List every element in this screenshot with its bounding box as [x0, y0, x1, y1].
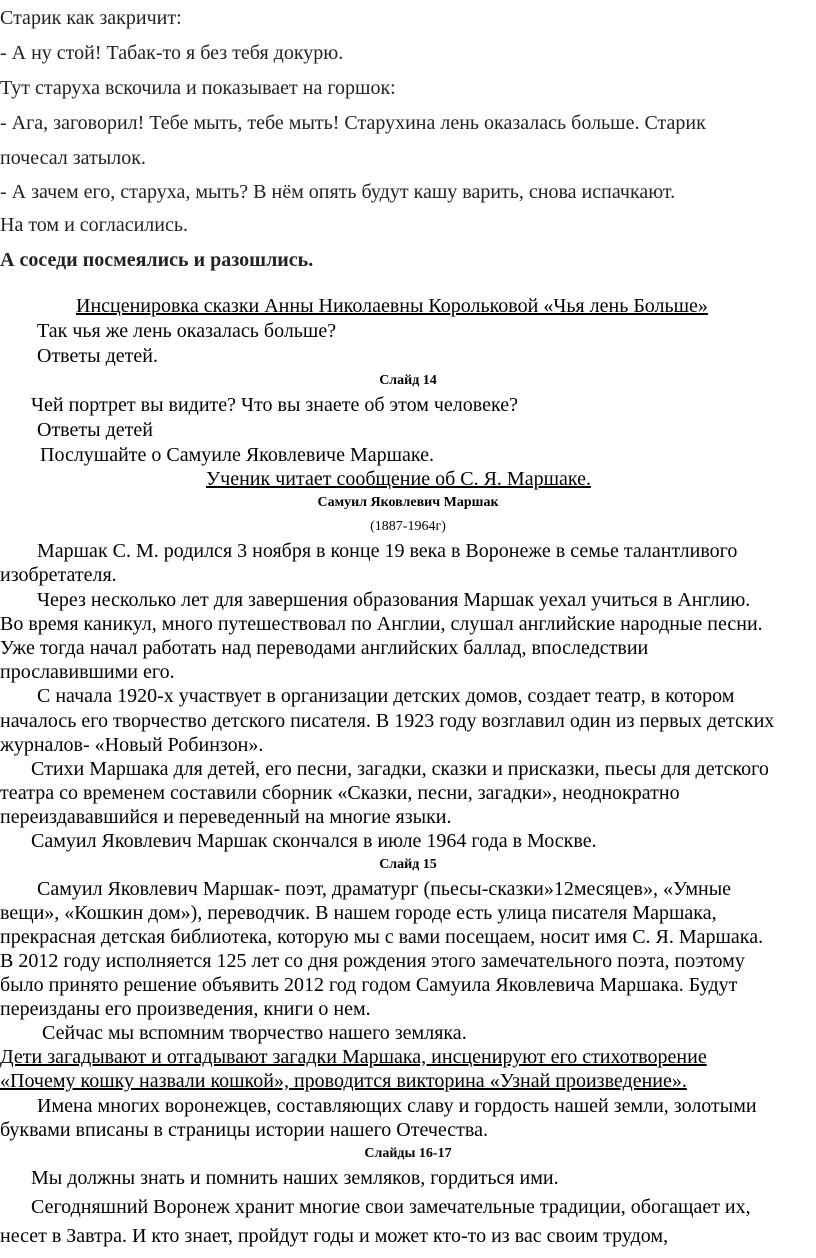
slide-14-heading: Слайд 14 — [379, 373, 437, 388]
biography-text: Стихи Маршака для детей, его песни, загадки, сказки и присказки, пьесы для детского — [31, 758, 769, 780]
biography-text: Уже тогда начал работать над переводами английских баллад, впоследствии — [0, 637, 649, 659]
slide-15-text: было принято решение объявить 2012 год годом Самуила Яковлевича Маршака. Будут — [0, 974, 738, 996]
dialogue-line: Тут старуха вскочила и показывает на горшок: — [0, 77, 396, 99]
biography-text: началось его творчество детского писателя. В 1923 году возглавил один из первых детских — [0, 710, 775, 732]
staging-question: Так чья же лень оказалась больше? — [37, 320, 337, 342]
biography-text: Маршак С. М. родился 3 ноября в конце 19 века в Воронеже в семье талантливого — [37, 540, 738, 562]
slide-14-student-note: Ученик читает сообщение об С. Я. Маршаке. — [206, 468, 591, 490]
slide-15-text: Сейчас мы вспомним творчество нашего земляка. — [42, 1022, 467, 1044]
slide-15-text: Самуил Яковлевич Маршак- поэт, драматург (пьесы-сказки»12месяцев», «Умные — [37, 878, 732, 900]
biography-years: (1887-1964г) — [370, 519, 446, 534]
dialogue-line: На том и согласились. — [0, 214, 188, 236]
slide-15-heading: Слайд 15 — [379, 857, 437, 872]
biography-text: прославившими его. — [0, 661, 175, 683]
biography-text: Через несколько лет для завершения образования Маршак уехал учиться в Англию. — [37, 589, 751, 611]
slide-14-question: Чей портрет вы видите? Что вы знаете об этом человеке? — [31, 394, 518, 416]
slide-15-text: В 2012 году исполняется 125 лет со дня рождения этого замечательного поэта, поэтому — [0, 950, 745, 972]
dialogue-line: - А ну стой! Табак-то я без тебя докурю. — [0, 42, 344, 64]
biography-text: изобретателя. — [0, 564, 117, 586]
slide-15-activity: Дети загадывают и отгадывают загадки Маршака, инсценируют его стихотворение — [0, 1046, 707, 1068]
slide-15-text: вещи», «Кошкин дом»), переводчик. В нашем городе есть улица писателя Маршака, — [0, 902, 717, 924]
biography-text: С начала 1920-х участвует в организации детских домов, создает театр, в котором — [37, 685, 735, 707]
slides-16-17-text: Сегодняшний Воронеж хранит многие свои замечательные традиции, обогащает их, — [31, 1196, 751, 1218]
slide-15-activity: «Почему кошку назвали кошкой», проводится викторина «Узнай произведение». — [0, 1070, 687, 1092]
dialogue-ending: А соседи посмеялись и разошлись. — [0, 249, 314, 271]
biography-text: Во время каникул, много путешествовал по Англии, слушал английские народные песни. — [0, 613, 763, 635]
dialogue-line: - Ага, заговорил! Тебе мыть, тебе мыть! Старухина лень оказалась больше. Старик — [0, 112, 706, 134]
biography-text: Самуил Яковлевич Маршак скончался в июле 1964 года в Москве. — [31, 830, 597, 852]
biography-text: театра со временем составили сборник «Сказки, песни, загадки», неоднократно — [0, 782, 680, 804]
biography-text: переиздававшийся и переведенный на многие языки. — [0, 806, 452, 828]
slides-16-17-heading: Слайды 16-17 — [364, 1146, 452, 1161]
slide-15-text: Имена многих воронежцев, составляющих славу и гордость нашей земли, золотыми — [37, 1095, 757, 1117]
slide-15-text: буквами вписаны в страницы истории нашего Отечества. — [0, 1119, 488, 1141]
dialogue-line: Старик как закричит: — [0, 7, 182, 29]
slide-15-text: прекрасная детская библиотека, которую мы с вами посещаем, носит имя С. Я. Маршака. — [0, 926, 764, 948]
dialogue-line: - А зачем его, старуха, мыть? В нём опять будут кашу варить, снова испачкают. — [0, 181, 676, 203]
biography-text: журналов- «Новый Робинзон». — [0, 734, 264, 756]
dialogue-line: почесал затылок. — [0, 147, 146, 169]
staging-answer: Ответы детей. — [37, 345, 158, 367]
slide-14-answer: Ответы детей — [37, 419, 153, 441]
staging-title: Инсценировка сказки Анны Николаевны Корольковой «Чья лень Больше» — [76, 295, 708, 317]
slide-15-text: переизданы его произведения, книги о нем. — [0, 998, 371, 1020]
slides-16-17-text: несет в Завтра. И кто знает, пройдут годы и может кто-то из вас своим трудом, — [0, 1225, 669, 1247]
slides-16-17-text: Мы должны знать и помнить наших земляков, гордиться ими. — [31, 1167, 559, 1189]
slide-14-listen: Послушайте о Самуиле Яковлевиче Маршаке. — [40, 444, 435, 466]
biography-name: Самуил Яковлевич Маршак — [317, 495, 499, 510]
